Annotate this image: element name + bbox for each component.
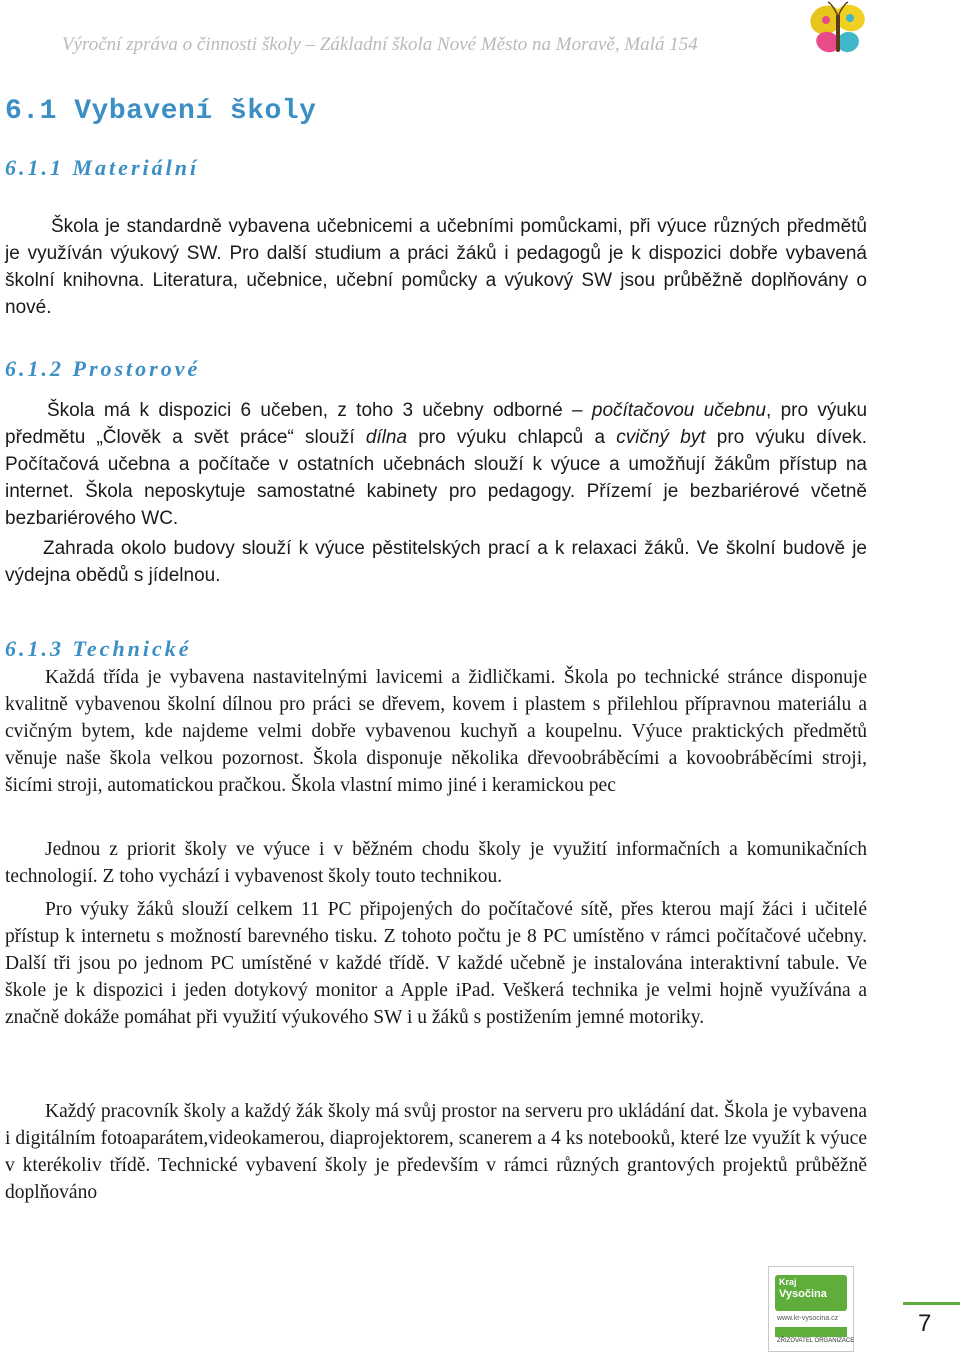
prostorove-text-4: pro výuku dívek. Počítačová učebna a počítače v ostatních učebnách slouží k výuce a umožňují žákům přístup na internet. Škola neposkytuje samostatné kabinety pro pedagogy. Přízemí je bezbariérové včetně bezbariérového WC. — [5, 427, 867, 529]
subsection-title-prostorove: 6.1.2 Prostorové — [5, 356, 201, 381]
prostorove-text-3: pro výuku chlapců a — [407, 427, 617, 448]
kraj-vysocina-logo — [768, 1266, 854, 1352]
technicke-paragraph-3: Pro výuky žáků slouží celkem 11 PC připojených do počítačové sítě, přes kterou mají žáci i učitelé přístup k internetu s možností barevného tisku. Z tohoto počtu je 8 PC umístěno v rámci počítačové učebny. Další tři jsou po jednom PC umístěné v každé třídě. V každé učebně je instalována interaktivní tabule. Ve škole je k dispozici i jeden dotykový monitor a Apple iPad. Veškerá technika je velmi hojně využívána a značně dokáže pomáhat při využití výukového SW i u žáků s postižením jemné motoriky. — [5, 899, 867, 1028]
subsection-title-materialni: 6.1.1 Materiální — [5, 155, 200, 180]
prostorove-italic-computer-room: počítačovou učebnu — [591, 400, 766, 421]
prostorove-paragraph-2: Zahrada okolo budovy slouží k výuce pěstitelských prací a k relaxaci žáků. Ve školní budově je výdejna obědů s jídelnou. — [5, 538, 867, 586]
running-header: Výroční zpráva o činnosti školy – Základní škola Nové Město na Moravě, Malá 154 — [62, 34, 698, 55]
prostorove-text-1: Škola má k dispozici 6 učeben, z toho 3 učebny odborné – — [47, 400, 592, 421]
prostorove-italic-workshop: dílna — [365, 427, 408, 448]
logo-vysocina-text: Vysočina — [779, 1288, 827, 1300]
logo-band — [775, 1327, 847, 1337]
butterfly-icon — [806, 0, 870, 62]
prostorove-paragraph-1 — [5, 397, 867, 532]
prostorove-text-2: , pro výuku předmětu „Člověk a svět práce“ slouží — [5, 400, 868, 448]
technicke-paragraph-4: Každý pracovník školy a každý žák školy má svůj prostor na serveru pro ukládání dat. Škola je vybavena i digitálním fotoaparátem,videokamerou, diaprojektorem, scanerem a 4 ks notebooků, které lze využít k výuce v kterékoliv třídě. Technické vybavení školy je především v rámci různých grantových projektů průběžně doplňováno — [5, 1101, 867, 1203]
technicke-paragraph-2: Jednou z priorit školy ve výuce i v běžném chodu školy je využití informačních a komunikačních technologií. Z toho vychází i vybavenost školy touto technikou. — [5, 839, 867, 887]
logo-org-text: ZŘIZOVATEL ORGANIZACE — [777, 1338, 855, 1344]
logo-url-text: www.kr-vysocina.cz — [777, 1315, 839, 1322]
page-number-rule — [903, 1302, 960, 1305]
prostorove-italic-practice-flat: cvičný byt — [616, 427, 706, 448]
technicke-paragraph-1: Každá třída je vybavena nastavitelnými lavicemi a židličkami. Škola po technické stránce disponuje kvalitně vybavenou školní dílnou pro práci se dřevem, kovem i plastem s přilehlou přípravnou materiálu a cvičným bytem, kde najdeme velmi dobře vybavenou kuchyň a koupelnu. Výuce praktických předmětů věnuje naše škola velkou pozornost. Škola disponuje několika dřevoobráběcími a kovoobráběcími stroji, šicími stroji, automatickou pračkou. Škola vlastní mimo jiné i keramickou pec — [5, 667, 867, 796]
section-title: 6.1 Vybavení školy — [5, 96, 317, 127]
logo-kraj-text: Kraj — [779, 1277, 797, 1287]
page-number: 7 — [918, 1310, 932, 1337]
materialni-text: Škola je standardně vybavena učebnicemi a učebními pomůckami, při výuce různých předmětů je využíván výukový SW. Pro další studium a práci žáků i pedagogů je k dispozici dobře vybavená školní knihovna. Literatura, učebnice, učební pomůcky a výukový SW jsou průběžně doplňovány o nové. — [5, 216, 867, 318]
subsection-title-technicke: 6.1.3 Technické — [5, 636, 192, 661]
